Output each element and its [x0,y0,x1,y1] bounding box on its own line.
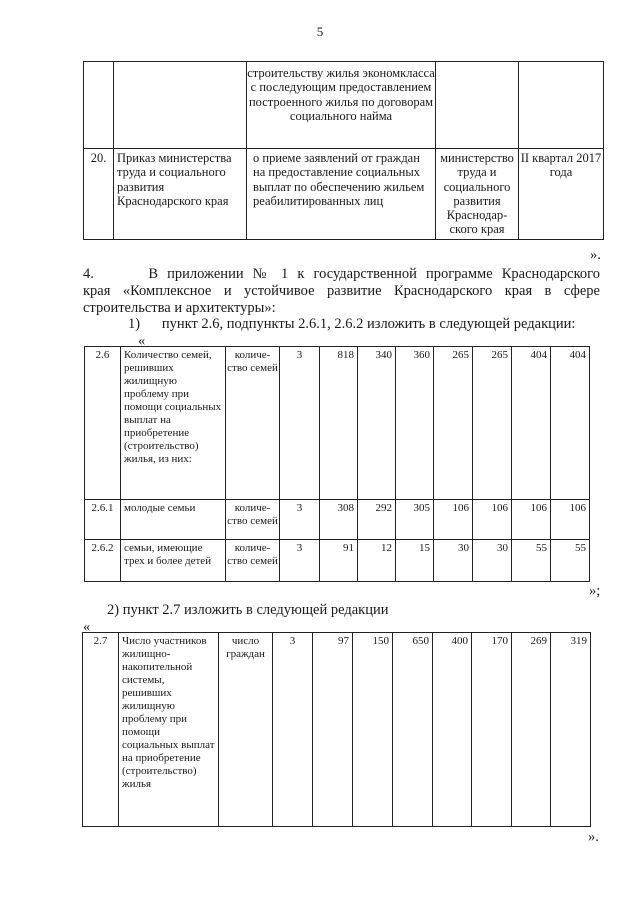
act-number-cell [84,62,114,149]
indicator-value-cell: 818 [320,347,358,500]
item-2-close-quote: ». [588,829,599,845]
indicator-code-cell: 2.6 [85,347,121,500]
acts-table-row [84,62,604,149]
indicator-name-cell: Количество семей, решивших жилищную проблему при помощи социальных выплат на приобретение (строительство) жилья, из них: [121,347,226,500]
act-number-cell: 20. [84,149,114,240]
table-row [85,500,590,540]
act-description-cell: строительству жилья экономкласса с последующим предоставлением построенного жилья по договорам социального найма [247,62,436,149]
paragraph-4-line3: строительства и архитектуры»: [83,300,276,316]
indicator-value-cell: 30 [473,540,512,582]
acts-table-row [84,149,604,240]
indicator-value-cell: 269 [512,633,551,827]
indicator-name-cell: Число участников жилищно-накопительной системы, решивших жилищную проблему при помощи социальных выплат на приобретение (строительство) жилья [119,633,219,827]
indicator-value-cell: 12 [358,540,396,582]
indicator-code-cell: 2.6.1 [85,500,121,540]
indicator-unit-cell: количе-ство семей [226,540,280,582]
indicator-value-cell: 340 [358,347,396,500]
paragraph-4-line2: края «Комплексное и устойчивое развитие Краснодарского края в сфере [83,283,600,299]
indicator-value-cell: 170 [472,633,512,827]
item-1-open-quote: « [138,333,146,349]
act-executor-cell: министерство труда и социального развития Краснодар-ского края [436,149,519,240]
indicator-value-cell: 404 [551,347,590,500]
item-2-open-quote: « [83,619,91,635]
indicator-value-cell: 91 [320,540,358,582]
indicator-name-cell: молодые семьи [121,500,226,540]
indicator-code-cell: 2.6.2 [85,540,121,582]
table-row [85,347,590,500]
indicator-value-cell: 650 [393,633,433,827]
indicator-value-cell: 319 [551,633,591,827]
act-term-cell: II квартал 2017 года [519,149,604,240]
table1-close-quote: ». [590,247,601,263]
indicator-status-cell: 3 [280,347,320,500]
indicator-value-cell: 97 [313,633,353,827]
indicator-value-cell: 360 [396,347,434,500]
indicator-value-cell: 106 [512,500,551,540]
indicator-name-cell: семьи, имеющие трех и более детей [121,540,226,582]
act-name-cell [114,62,247,149]
indicator-status-cell: 3 [280,540,320,582]
indicators-table-2-7 [82,632,591,827]
paragraph-4-line1: 4. В приложении № 1 к государственной программе Краснодарского [83,266,600,282]
page-number: 5 [316,24,324,39]
indicator-value-cell: 15 [396,540,434,582]
act-description-cell: о приеме заявлений от граждан на предоставление социальных выплат по обеспечению жильем реабилитированных лиц [247,149,436,240]
indicator-value-cell: 305 [396,500,434,540]
table-row [85,540,590,582]
indicator-value-cell: 265 [434,347,473,500]
act-executor-cell [436,62,519,149]
indicator-value-cell: 404 [512,347,551,500]
indicators-table-2-6 [84,346,590,582]
indicator-code-cell: 2.7 [83,633,119,827]
act-name-cell: Приказ министерства труда и социального развития Краснодарского края [114,149,247,240]
indicator-unit-cell: количе-ство семей [226,500,280,540]
indicator-unit-cell: количе-ство семей [226,347,280,500]
indicator-value-cell: 400 [433,633,472,827]
indicator-status-cell: 3 [280,500,320,540]
act-term-cell [519,62,604,149]
indicator-value-cell: 106 [551,500,590,540]
indicator-status-cell: 3 [273,633,313,827]
indicator-value-cell: 308 [320,500,358,540]
acts-table [83,61,604,240]
indicator-value-cell: 55 [551,540,590,582]
indicator-value-cell: 30 [434,540,473,582]
indicator-value-cell: 150 [353,633,393,827]
item-2-text: 2) пункт 2.7 изложить в следующей редакции [107,602,389,618]
indicator-value-cell: 55 [512,540,551,582]
item-1-text: 1) пункт 2.6, подпункты 2.6.1, 2.6.2 изложить в следующей редакции: [128,316,576,332]
indicator-value-cell: 106 [434,500,473,540]
item-1-close-quote: »; [589,583,601,599]
table-row [83,633,591,827]
indicator-value-cell: 106 [473,500,512,540]
indicator-value-cell: 265 [473,347,512,500]
indicator-value-cell: 292 [358,500,396,540]
indicator-unit-cell: число граждан [219,633,273,827]
